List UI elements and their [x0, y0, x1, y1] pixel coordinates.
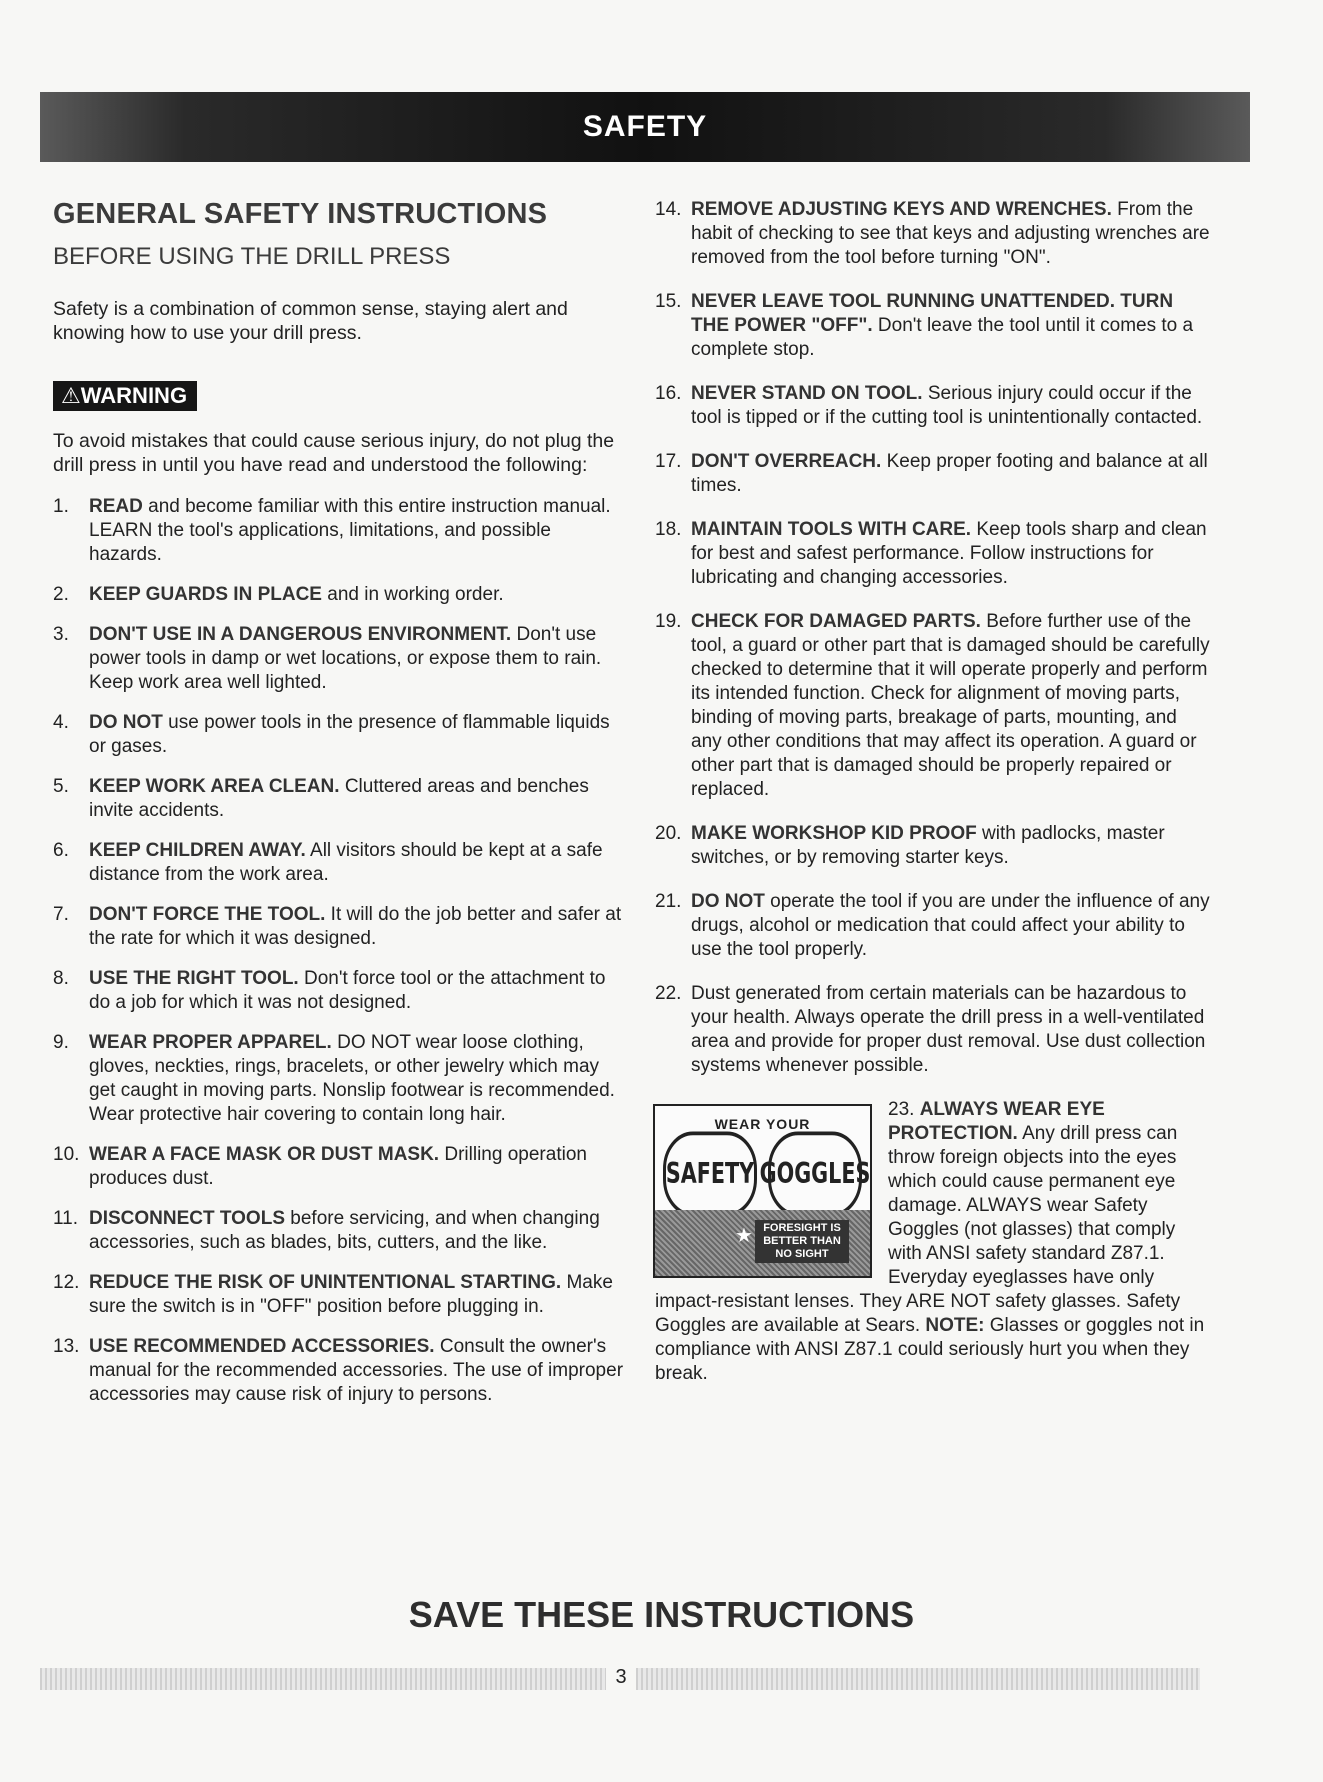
item-text: Any drill press can throw foreign objects into the eyes which could cause permanent eye damage. ALWAYS wear Safety Goggles (not glasses) that comply with ANSI safety standard Z87.1. Everyday eyeglasses have only impact-resistant lenses. They ARE NOT safety glasses. Safety Goggles are available at Sears. [655, 1123, 1181, 1336]
warning-label: WARNING [80, 383, 188, 408]
list-item [655, 450, 1210, 498]
item-number: 2. [53, 584, 69, 605]
item-text: Consult the owner's manual for the recommended accessories. The use of improper accessories may cause risk of injury to persons. [89, 1336, 624, 1405]
item-text: Don't force tool or the attachment to do a job for which it was not designed. [89, 968, 606, 1013]
item-heading: MAINTAIN TOOLS WITH CARE. [691, 519, 972, 540]
item-number: 6. [53, 840, 69, 861]
eye-protection-item [655, 1098, 1210, 1386]
item-number: 15. [655, 291, 682, 312]
item-text: Make sure the switch is in "OFF" position before plugging in. [89, 1272, 613, 1317]
list-item [53, 583, 628, 607]
list-item [655, 610, 1210, 802]
item-number: 9. [53, 1032, 69, 1053]
goggles-slogan: FORESIGHT IS BETTER THAN NO SIGHT [755, 1220, 849, 1263]
item-number: 21. [655, 891, 682, 912]
warning-badge [53, 381, 197, 411]
item-heading: ALWAYS WEAR EYE PROTECTION. [888, 1099, 1105, 1144]
item-text: Keep tools sharp and clean for best and safest performance. Follow instructions for lubricating and changing accessories. [691, 519, 1207, 588]
item-number: 19. [655, 611, 682, 632]
right-column [655, 198, 1210, 1386]
item-number: 5. [53, 776, 69, 797]
item-text: Don't use power tools in damp or wet locations, or expose them to rain. Keep work area well lighted. [89, 624, 602, 693]
item-text: Serious injury could occur if the tool is tipped or if the cutting tool is unintentionally contacted. [691, 383, 1203, 428]
item-heading: MAKE WORKSHOP KID PROOF [691, 823, 977, 844]
item-number: 1. [53, 496, 69, 517]
item-heading: DON'T OVERREACH. [691, 451, 882, 472]
list-item [53, 623, 628, 695]
item-heading: DON'T USE IN A DANGEROUS ENVIRONMENT. [89, 624, 512, 645]
item-heading: NEVER STAND ON TOOL. [691, 383, 923, 404]
left-instruction-list [53, 495, 628, 1407]
item-text: use power tools in the presence of flammable liquids or gases. [89, 712, 610, 757]
save-instructions-title: SAVE THESE INSTRUCTIONS [408, 1594, 915, 1635]
item-number: 14. [655, 199, 682, 220]
list-item [53, 839, 628, 887]
list-item [655, 382, 1210, 430]
list-item [53, 1207, 628, 1255]
list-item [53, 1143, 628, 1191]
item-heading: CHECK FOR DAMAGED PARTS. [691, 611, 981, 632]
item-number: 12. [53, 1272, 80, 1293]
subtitle: BEFORE USING THE DRILL PRESS [53, 243, 451, 270]
item-number: 18. [655, 519, 682, 540]
item-heading: READ [89, 496, 143, 517]
item-number: 13. [53, 1336, 80, 1357]
item-text: Keep proper footing and balance at all times. [691, 451, 1208, 496]
item-heading: KEEP CHILDREN AWAY. [89, 840, 306, 861]
item-heading: DO NOT [691, 891, 765, 912]
item-number: 20. [655, 823, 682, 844]
item-heading: WEAR PROPER APPAREL. [89, 1032, 332, 1053]
list-item [53, 495, 628, 567]
list-item [655, 822, 1210, 870]
list-item [53, 1335, 628, 1407]
list-item [53, 711, 628, 759]
list-item [655, 890, 1210, 962]
item-number: 22. [655, 983, 682, 1004]
list-item [53, 775, 628, 823]
note-label: NOTE: [925, 1315, 985, 1336]
item-text: Don't leave the tool until it comes to a complete stop. [691, 315, 1194, 360]
item-heading: REMOVE ADJUSTING KEYS AND WRENCHES. [691, 199, 1112, 220]
item-text: Before further use of the tool, a guard or other part that is damaged should be carefully checked to determine that it will operate properly and perform its intended function. Check for alignment of moving parts, binding of moving parts, breakage of parts, mounting, and any other conditions that may affect its operation. A guard or other part that is damaged should be properly repaired or replaced. [691, 611, 1210, 800]
item-number: 17. [655, 451, 682, 472]
header-band [40, 92, 1250, 162]
item-text: From the habit of checking to see that keys and adjusting wrenches are removed from the tool before turning "ON". [691, 199, 1210, 268]
item-number: 4. [53, 712, 69, 733]
list-item [53, 903, 628, 951]
item-text: It will do the job better and safer at the rate for which it was designed. [89, 904, 622, 949]
item-text: Cluttered areas and benches invite accidents. [89, 776, 589, 821]
item-text: with padlocks, master switches, or by removing starter keys. [691, 823, 1165, 868]
item-number: 11. [53, 1208, 79, 1229]
item-text: Drilling operation produces dust. [89, 1144, 587, 1189]
item-heading: DO NOT [89, 712, 163, 733]
item-heading: USE RECOMMENDED ACCESSORIES. [89, 1336, 435, 1357]
item-number: 7. [53, 904, 69, 925]
item-text: All visitors should be kept at a safe distance from the work area. [89, 840, 603, 885]
item-heading: KEEP GUARDS IN PLACE [89, 584, 322, 605]
item-text: and in working order. [321, 584, 504, 605]
right-instruction-list [655, 198, 1210, 1078]
warning-triangle-icon: ⚠ [61, 383, 81, 408]
main-title: GENERAL SAFETY INSTRUCTIONS [53, 198, 548, 230]
item-heading: USE THE RIGHT TOOL. [89, 968, 299, 989]
list-item [655, 518, 1210, 590]
item-text: and become familiar with this entire instruction manual. LEARN the tool's applications, limitations, and possible hazards. [89, 496, 611, 565]
footer-band-left [40, 1668, 606, 1690]
list-item [53, 1031, 628, 1127]
item-number: 8. [53, 968, 69, 989]
left-column [53, 198, 628, 1423]
note-text: Glasses or goggles not in compliance with ANSI Z87.1 could seriously hurt you when they break. [655, 1315, 1205, 1384]
item-number: 3. [53, 624, 69, 645]
goggles-top-text: WEAR YOUR [714, 1116, 811, 1132]
item-text: operate the tool if you are under the influence of any drugs, alcohol or medication that could affect your ability to use the tool properly. [691, 891, 1210, 960]
star-icon: ★ [735, 1225, 753, 1247]
item-heading: KEEP WORK AREA CLEAN. [89, 776, 340, 797]
item-heading: DISCONNECT TOOLS [89, 1208, 285, 1229]
item-heading: WEAR A FACE MASK OR DUST MASK. [89, 1144, 440, 1165]
list-item [53, 967, 628, 1015]
header-title: SAFETY [582, 110, 708, 143]
item-number: 10. [53, 1144, 80, 1165]
list-item [655, 198, 1210, 270]
goggles-right-lens: GOGGLES [768, 1132, 862, 1217]
item-text: before servicing, and when changing accessories, such as blades, bits, cutters, and the like. [89, 1208, 600, 1253]
item-heading: NEVER LEAVE TOOL RUNNING UNATTENDED. TURN THE POWER "OFF". [691, 291, 1174, 336]
item-number: 23. [888, 1099, 915, 1120]
item-text: Dust generated from certain materials can be hazardous to your health. Always operate the drill press in a well-ventilated area and provide for proper dust removal. Use dust collection systems whenever possible. [691, 983, 1206, 1076]
intro-paragraph: Safety is a combination of common sense, staying alert and knowing how to use your drill press. [53, 298, 568, 344]
page-number: 3 [615, 1666, 627, 1688]
footer-band-right [636, 1668, 1200, 1690]
list-item [53, 1271, 628, 1319]
goggles-left-lens: SAFETY [663, 1132, 757, 1217]
item-text: DO NOT wear loose clothing, gloves, neckties, rings, bracelets, or other jewelry which may get caught in moving parts. Nonslip footwear is recommended. Wear protective hair covering to contain long hair. [89, 1032, 615, 1125]
item-number: 16. [655, 383, 682, 404]
item-heading: DON'T FORCE THE TOOL. [89, 904, 326, 925]
warning-text: To avoid mistakes that could cause serious injury, do not plug the drill press in until you have read and understood the following: [53, 430, 615, 476]
list-item [655, 290, 1210, 362]
item-heading: REDUCE THE RISK OF UNINTENTIONAL STARTING. [89, 1272, 562, 1293]
safety-goggles-graphic [653, 1104, 872, 1278]
list-item [655, 982, 1210, 1078]
